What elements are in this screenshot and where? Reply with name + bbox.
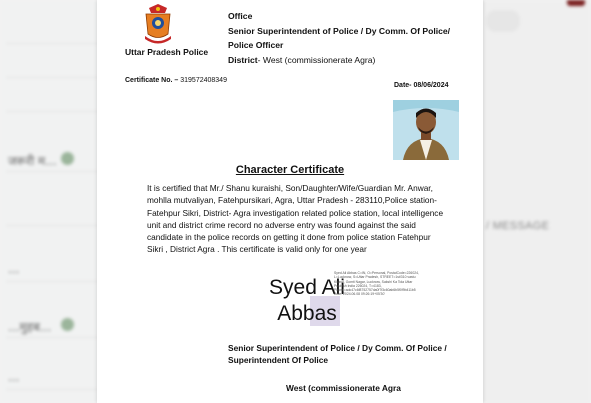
signatory-line: Superintendent Of Police bbox=[228, 355, 329, 365]
applicant-photo bbox=[393, 100, 459, 160]
close-icon[interactable] bbox=[567, 0, 585, 6]
organization-name: Uttar Pradesh Police bbox=[125, 47, 209, 57]
signatory-designation bbox=[228, 342, 478, 366]
chat-preview-text: ... bbox=[8, 262, 20, 276]
chat-bubble bbox=[486, 10, 520, 32]
certificate-number-label: Certificate No. – bbox=[125, 77, 179, 84]
background-chat-panel bbox=[480, 0, 591, 403]
certificate-title: Character Certificate bbox=[235, 164, 345, 176]
unread-badge bbox=[61, 318, 74, 331]
digital-signature-details: Syed Ali Abbas C=IN, O=Personal, PostalCode=226024, L=Lucknow, S=Uttar Pradesh, STREET=1st/310 vastu Khand, Gomti Nagar, Lucknow, Sakshi Ka Tola Uttar Pradesh India 226024, T=4183, Phone=adc47c6f8752757da0f7f3c60ab6b5f0f9b411b5 Date: 2024.06.08 09:26:19+05'30' bbox=[334, 271, 419, 297]
up-police-emblem-icon bbox=[141, 4, 175, 44]
district-label: District bbox=[228, 54, 258, 65]
chat-preview-text: जरूरी म... bbox=[8, 154, 57, 168]
chat-list-item[interactable] bbox=[6, 364, 100, 390]
signature-name-line: Abbas bbox=[277, 302, 337, 325]
chat-list-item[interactable] bbox=[6, 312, 100, 338]
certificate-number bbox=[125, 77, 227, 84]
message-placeholder: / MESSAGE bbox=[486, 220, 550, 232]
certificate-number-value: 319572408349 bbox=[180, 77, 227, 84]
certificate-date: Date- 08/06/2024 bbox=[394, 82, 449, 89]
chat-list-item[interactable] bbox=[6, 86, 100, 112]
character-certificate-document bbox=[97, 0, 483, 403]
signature-name-line: Syed Ali bbox=[269, 276, 345, 299]
signatory-line: Senior Superintendent of Police / Dy Comm. Of Police / bbox=[228, 343, 447, 353]
office-block bbox=[228, 9, 478, 67]
certificate-body: It is certified that Mr./ Shanu kuraishi, Son/Daughter/Wife/Guardian Mr. Anwar, mohlla mutvaliyan, Fatehpursikari, Agra, Uttar Pradesh - 283110,Police station- Fatehpur Sikri, District- Agra investigation related police station, local intelligence unit and district crime record no adverse entry was found against the said candidate in the police records on getting it done from police station Fatehpur Sikri , District Agra . This certificate is valid only for one year bbox=[147, 183, 444, 255]
background-chat-list bbox=[0, 0, 104, 403]
chat-list-item[interactable] bbox=[6, 52, 100, 78]
chat-list-item[interactable] bbox=[6, 146, 100, 172]
district-value: - West (commissionerate Agra) bbox=[257, 54, 376, 65]
office-label: Office bbox=[228, 11, 253, 21]
chat-list-item[interactable] bbox=[6, 18, 100, 44]
district-line bbox=[228, 53, 478, 68]
signatory-district: West (commissionerate Agra bbox=[286, 383, 401, 393]
office-line: Police Officer bbox=[228, 40, 284, 51]
unread-badge bbox=[61, 152, 74, 165]
chat-preview-text: ... bbox=[8, 370, 20, 384]
chat-preview-text: ...मुहब... bbox=[8, 320, 52, 334]
office-line: Senior Superintendent of Police / Dy Comm. Of Police/ bbox=[228, 25, 451, 36]
chat-list-item[interactable] bbox=[6, 256, 100, 282]
chat-list-item[interactable] bbox=[6, 200, 100, 226]
